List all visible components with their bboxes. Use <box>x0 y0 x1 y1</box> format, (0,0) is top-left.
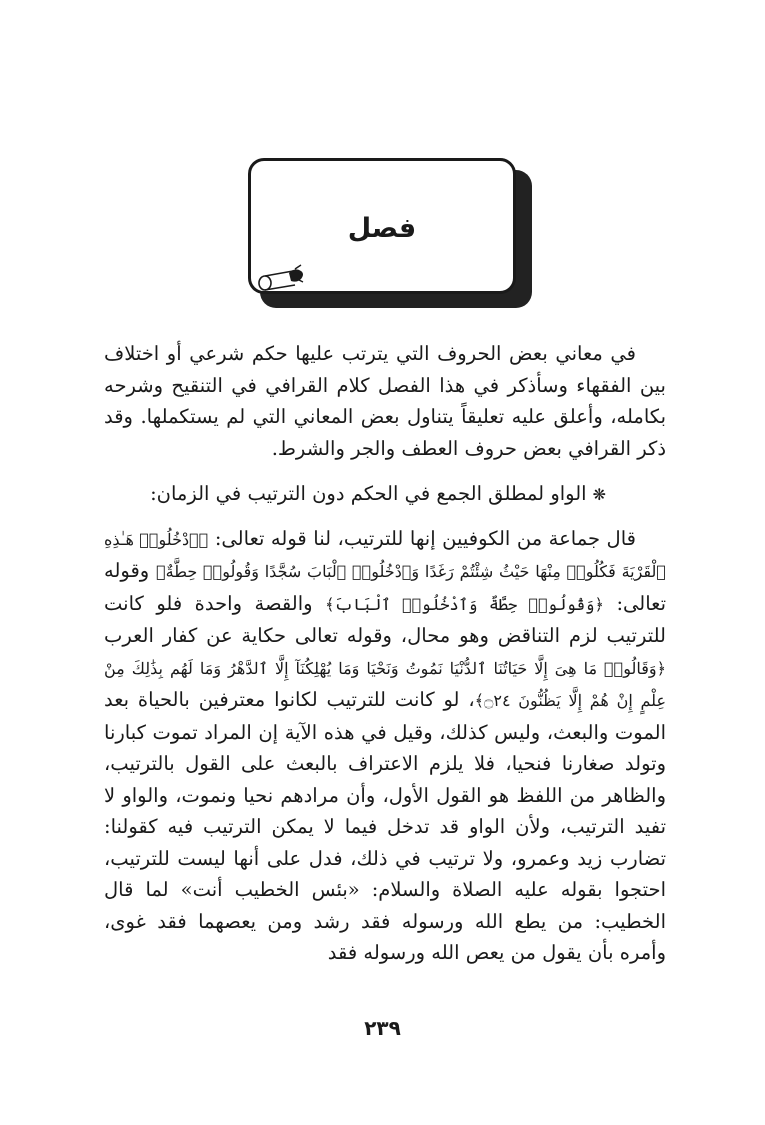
text-span: ، لو كانت للترتيب لكانوا معترفين بالحياة بعد الموت والبعث، وليس كذلك، وقيل في هذه الآية إن المراد تموت كبارنا وتولد صغارنا فنحيا، فلا يلزم الاعتراف بالبعث على القول بالترتيب، والظاهر من اللفظ هو القول الأول، وأن مرادهم نحيا ونموت، والواو لا تفيد الترتيب، ولأن الواو قد تدخل فيما لا يمكن الترتيب فيه كقولنا: تضارب زيد وعمرو، ولا ترتيب في ذلك، فدل على أنها ليست للترتيب، احتجوا بقوله عليه الصلاة والسلام: «بئس الخطيب أنت» لما قال الخطيب: من يطع الله ورسوله فقد رشد ومن يعصهما فقد غوى، وأمره بأن يقول من يعص الله ورسوله فقد <box>104 688 666 964</box>
quran-verse-1: ﴿ٱدْخُلُوا۟ هَـٰذِهِ ٱلْقَرْيَةَ فَكُلُوا۟ مِنْهَا حَيْثُ شِئْتُمْ رَغَدًا وَٱدْخُلُوا۟ ٱلْبَابَ سُجَّدًا وَقُولُوا۟ حِطَّةٌ﴾ <box>104 529 667 581</box>
page-number: ٢٣٩ <box>364 1016 401 1040</box>
title-box <box>248 158 516 294</box>
argument-paragraph <box>104 523 666 969</box>
section-title: فصل <box>347 213 417 244</box>
quran-verse-2: ﴿وَقُولُوا۟ حِطَّةٌ وَٱدْخُلُوا۟ ٱلْبَابَ﴾ <box>325 594 604 614</box>
text-span: والقصة واحدة فلو كانت للترتيب لزم التناقض وهو محال، وقوله تعالى حكاية عن كفار العرب <box>104 591 666 647</box>
text-span: وقوله تعالى: <box>104 559 666 615</box>
scroll-ornament-icon <box>255 263 325 293</box>
star-icon: ❋ <box>592 485 606 504</box>
topic-heading <box>104 478 666 511</box>
quran-verse-3: ﴿وَقَالُوا۟ مَا هِىَ إِلَّا حَيَاتُنَا ٱلدُّنْيَا نَمُوتُ وَنَحْيَا وَمَا يُهْلِكُنَآ إِلَّا ٱلدَّهْرُ وَمَا لَهُم بِذَٰلِكَ مِنْ عِلْمٍ إِنْ هُمْ إِلَّا يَظُنُّونَ ۝٢٤﴾ <box>104 658 666 710</box>
intro-paragraph: في معاني بعض الحروف التي يترتب عليها حكم شرعي أو اختلاف بين الفقهاء وسأذكر في هذا الفصل كلام القرافي في التنقيح وشرحه بكامله، وأعلق عليه تعليقاً يتناول بعض المعاني التي لم يستكملها. وقد ذكر القرافي بعض حروف العطف والجر والشرط. <box>104 342 666 460</box>
text-span: قال جماعة من الكوفيين إنها للترتيب، لنا قوله تعالى: <box>214 526 636 550</box>
topic-heading-text: الواو لمطلق الجمع في الحكم دون الترتيب في الزمان: <box>150 482 587 505</box>
main-text <box>104 338 666 969</box>
